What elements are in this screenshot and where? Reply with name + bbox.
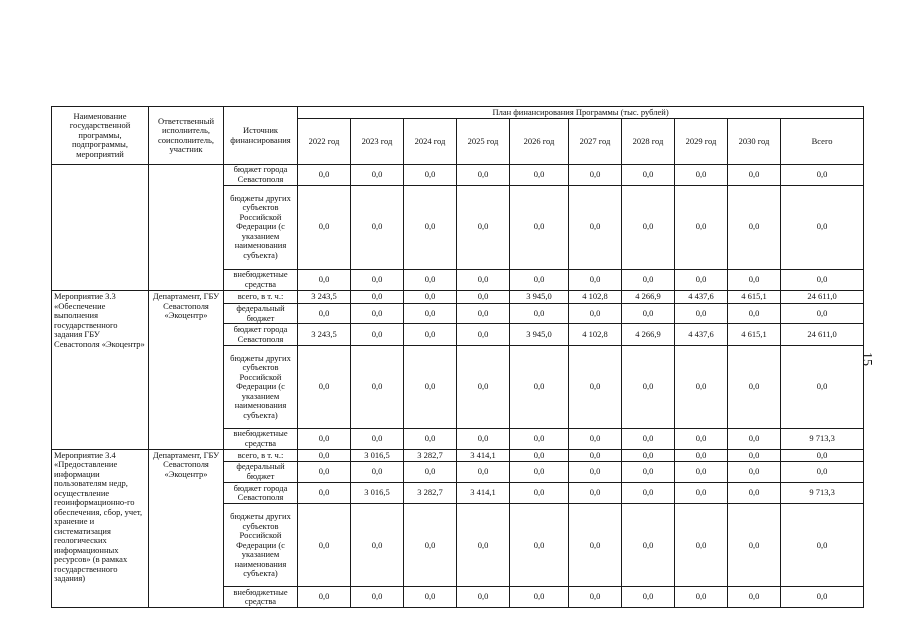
activity-name: Мероприятие 3.4 «Предоставление информации пользователям недр, осуществление геоинформационно-го обеспечения, сбор, учет, хранение и систематизация геологических информационных ресурсов» (в рамках государственного задания) — [52, 449, 149, 607]
year-value: 0,0 — [675, 482, 728, 504]
year-value: 0,0 — [622, 587, 675, 608]
year-value: 0,0 — [404, 291, 457, 303]
year-value: 0,0 — [351, 587, 404, 608]
financing-table — [51, 106, 864, 608]
year-value: 0,0 — [622, 428, 675, 449]
funding-source: бюджеты других субъектов Российской Федерации (с указанием наименования субъекта) — [224, 346, 298, 429]
header-year: 2023 год — [351, 119, 404, 165]
table-row — [52, 291, 864, 303]
header-name: Наименование государственной программы, подпрограммы, мероприятий — [52, 107, 149, 165]
header-year: 2028 год — [622, 119, 675, 165]
year-value: 0,0 — [298, 303, 351, 324]
year-value: 0,0 — [622, 482, 675, 504]
funding-source: федеральный бюджет — [224, 461, 298, 482]
table-header — [52, 107, 864, 165]
header-plan-title: План финансирования Программы (тыс. рублей) — [298, 107, 864, 119]
funding-source: бюджет города Севастополя — [224, 324, 298, 346]
year-value: 3 016,5 — [351, 482, 404, 504]
year-value: 0,0 — [622, 504, 675, 587]
year-value: 4 266,9 — [622, 291, 675, 303]
year-value: 0,0 — [622, 303, 675, 324]
year-value: 0,0 — [622, 269, 675, 291]
year-value: 0,0 — [457, 428, 510, 449]
year-value: 0,0 — [404, 504, 457, 587]
year-value: 3 282,7 — [404, 449, 457, 461]
year-value: 0,0 — [298, 504, 351, 587]
year-value: 3 243,5 — [298, 324, 351, 346]
year-value: 0,0 — [457, 346, 510, 429]
year-value: 0,0 — [728, 165, 781, 186]
total-value: 0,0 — [781, 269, 864, 291]
total-value: 0,0 — [781, 461, 864, 482]
year-value: 0,0 — [404, 303, 457, 324]
year-value: 0,0 — [728, 587, 781, 608]
year-value: 0,0 — [728, 303, 781, 324]
funding-source: внебюджетные средства — [224, 587, 298, 608]
year-value: 0,0 — [351, 291, 404, 303]
responsible-party: Департамент, ГБУ Севастополя «Экоцентр» — [149, 291, 224, 449]
year-value: 0,0 — [510, 185, 569, 269]
year-value: 0,0 — [298, 346, 351, 429]
year-value: 0,0 — [510, 461, 569, 482]
year-value: 0,0 — [728, 482, 781, 504]
year-value: 0,0 — [510, 482, 569, 504]
year-value: 0,0 — [298, 185, 351, 269]
page-number: 15 — [859, 352, 874, 366]
activity-name: Мероприятие 3.3 «Обеспечение выполнения государственного задания ГБУ Севастополя «Экоцентр» — [52, 291, 149, 449]
year-value: 0,0 — [457, 185, 510, 269]
year-value: 3 414,1 — [457, 449, 510, 461]
year-value: 0,0 — [351, 303, 404, 324]
total-value: 9 713,3 — [781, 428, 864, 449]
year-value: 0,0 — [351, 346, 404, 429]
header-total: Всего — [781, 119, 864, 165]
funding-source: всего, в т. ч.: — [224, 291, 298, 303]
year-value: 0,0 — [510, 449, 569, 461]
year-value: 0,0 — [404, 587, 457, 608]
total-value: 0,0 — [781, 346, 864, 429]
year-value: 0,0 — [675, 428, 728, 449]
year-value: 0,0 — [675, 303, 728, 324]
header-year: 2025 год — [457, 119, 510, 165]
year-value: 0,0 — [569, 428, 622, 449]
year-value: 0,0 — [404, 185, 457, 269]
funding-source: всего, в т. ч.: — [224, 449, 298, 461]
year-value: 0,0 — [510, 165, 569, 186]
year-value: 0,0 — [728, 449, 781, 461]
year-value: 0,0 — [510, 504, 569, 587]
total-value: 0,0 — [781, 587, 864, 608]
year-value: 0,0 — [569, 449, 622, 461]
year-value: 0,0 — [728, 185, 781, 269]
year-value: 0,0 — [728, 504, 781, 587]
year-value: 3 945,0 — [510, 291, 569, 303]
year-value: 0,0 — [457, 303, 510, 324]
year-value: 0,0 — [569, 303, 622, 324]
header-source: Источник финансирования — [224, 107, 298, 165]
year-value: 4 437,6 — [675, 291, 728, 303]
year-value: 0,0 — [351, 428, 404, 449]
funding-source: федеральный бюджет — [224, 303, 298, 324]
funding-source: бюджеты других субъектов Российской Федерации (с указанием наименования субъекта) — [224, 185, 298, 269]
year-value: 0,0 — [569, 346, 622, 429]
year-value: 0,0 — [351, 504, 404, 587]
year-value: 0,0 — [675, 269, 728, 291]
total-value: 24 611,0 — [781, 291, 864, 303]
year-value: 4 615,1 — [728, 324, 781, 346]
year-value: 0,0 — [457, 461, 510, 482]
header-year: 2027 год — [569, 119, 622, 165]
year-value: 0,0 — [569, 269, 622, 291]
year-value: 4 102,8 — [569, 324, 622, 346]
year-value: 0,0 — [728, 269, 781, 291]
year-value: 0,0 — [351, 324, 404, 346]
year-value: 3 945,0 — [510, 324, 569, 346]
table-row — [52, 449, 864, 461]
year-value: 0,0 — [404, 346, 457, 429]
responsible-party — [149, 165, 224, 291]
header-year: 2022 год — [298, 119, 351, 165]
year-value: 0,0 — [298, 449, 351, 461]
year-value: 0,0 — [510, 587, 569, 608]
year-value: 4 102,8 — [569, 291, 622, 303]
year-value: 0,0 — [457, 587, 510, 608]
year-value: 0,0 — [569, 461, 622, 482]
total-value: 0,0 — [781, 165, 864, 186]
year-value: 0,0 — [510, 346, 569, 429]
total-value: 0,0 — [781, 504, 864, 587]
funding-source: внебюджетные средства — [224, 428, 298, 449]
year-value: 4 266,9 — [622, 324, 675, 346]
funding-source: бюджет города Севастополя — [224, 482, 298, 504]
year-value: 3 243,5 — [298, 291, 351, 303]
year-value: 4 437,6 — [675, 324, 728, 346]
total-value: 0,0 — [781, 185, 864, 269]
header-responsible: Ответственный исполнитель, соисполнитель, участник — [149, 107, 224, 165]
year-value: 0,0 — [675, 185, 728, 269]
year-value: 3 016,5 — [351, 449, 404, 461]
year-value: 0,0 — [510, 303, 569, 324]
total-value: 0,0 — [781, 449, 864, 461]
funding-source: бюджет города Севастополя — [224, 165, 298, 186]
year-value: 0,0 — [675, 461, 728, 482]
year-value: 0,0 — [675, 346, 728, 429]
year-value: 0,0 — [351, 269, 404, 291]
year-value: 0,0 — [404, 165, 457, 186]
table-row — [52, 165, 864, 186]
table-body — [52, 165, 864, 608]
total-value: 24 611,0 — [781, 324, 864, 346]
activity-name — [52, 165, 149, 291]
year-value: 0,0 — [457, 291, 510, 303]
year-value: 0,0 — [569, 482, 622, 504]
year-value: 0,0 — [569, 165, 622, 186]
year-value: 0,0 — [457, 165, 510, 186]
year-value: 0,0 — [569, 587, 622, 608]
year-value: 0,0 — [404, 428, 457, 449]
funding-source: внебюджетные средства — [224, 269, 298, 291]
year-value: 0,0 — [404, 461, 457, 482]
year-value: 0,0 — [675, 504, 728, 587]
funding-source: бюджеты других субъектов Российской Федерации (с указанием наименования субъекта) — [224, 504, 298, 587]
year-value: 0,0 — [675, 449, 728, 461]
year-value: 0,0 — [351, 461, 404, 482]
header-year: 2024 год — [404, 119, 457, 165]
year-value: 0,0 — [675, 587, 728, 608]
total-value: 0,0 — [781, 303, 864, 324]
year-value: 0,0 — [351, 165, 404, 186]
year-value: 0,0 — [510, 269, 569, 291]
year-value: 4 615,1 — [728, 291, 781, 303]
year-value: 0,0 — [351, 185, 404, 269]
year-value: 0,0 — [728, 428, 781, 449]
header-year: 2030 год — [728, 119, 781, 165]
year-value: 0,0 — [457, 324, 510, 346]
year-value: 0,0 — [457, 504, 510, 587]
year-value: 0,0 — [622, 165, 675, 186]
year-value: 0,0 — [728, 461, 781, 482]
total-value: 9 713,3 — [781, 482, 864, 504]
year-value: 0,0 — [675, 165, 728, 186]
year-value: 0,0 — [404, 324, 457, 346]
year-value: 0,0 — [569, 504, 622, 587]
year-value: 0,0 — [298, 428, 351, 449]
responsible-party: Департамент, ГБУ Севастополя «Экоцентр» — [149, 449, 224, 607]
year-value: 3 414,1 — [457, 482, 510, 504]
header-year: 2026 год — [510, 119, 569, 165]
year-value: 0,0 — [622, 346, 675, 429]
year-value: 0,0 — [457, 269, 510, 291]
year-value: 0,0 — [622, 185, 675, 269]
year-value: 0,0 — [510, 428, 569, 449]
year-value: 0,0 — [622, 461, 675, 482]
year-value: 3 282,7 — [404, 482, 457, 504]
year-value: 0,0 — [728, 346, 781, 429]
year-value: 0,0 — [298, 269, 351, 291]
year-value: 0,0 — [569, 185, 622, 269]
year-value: 0,0 — [298, 482, 351, 504]
year-value: 0,0 — [404, 269, 457, 291]
year-value: 0,0 — [298, 165, 351, 186]
year-value: 0,0 — [298, 587, 351, 608]
year-value: 0,0 — [298, 461, 351, 482]
header-year: 2029 год — [675, 119, 728, 165]
year-value: 0,0 — [622, 449, 675, 461]
